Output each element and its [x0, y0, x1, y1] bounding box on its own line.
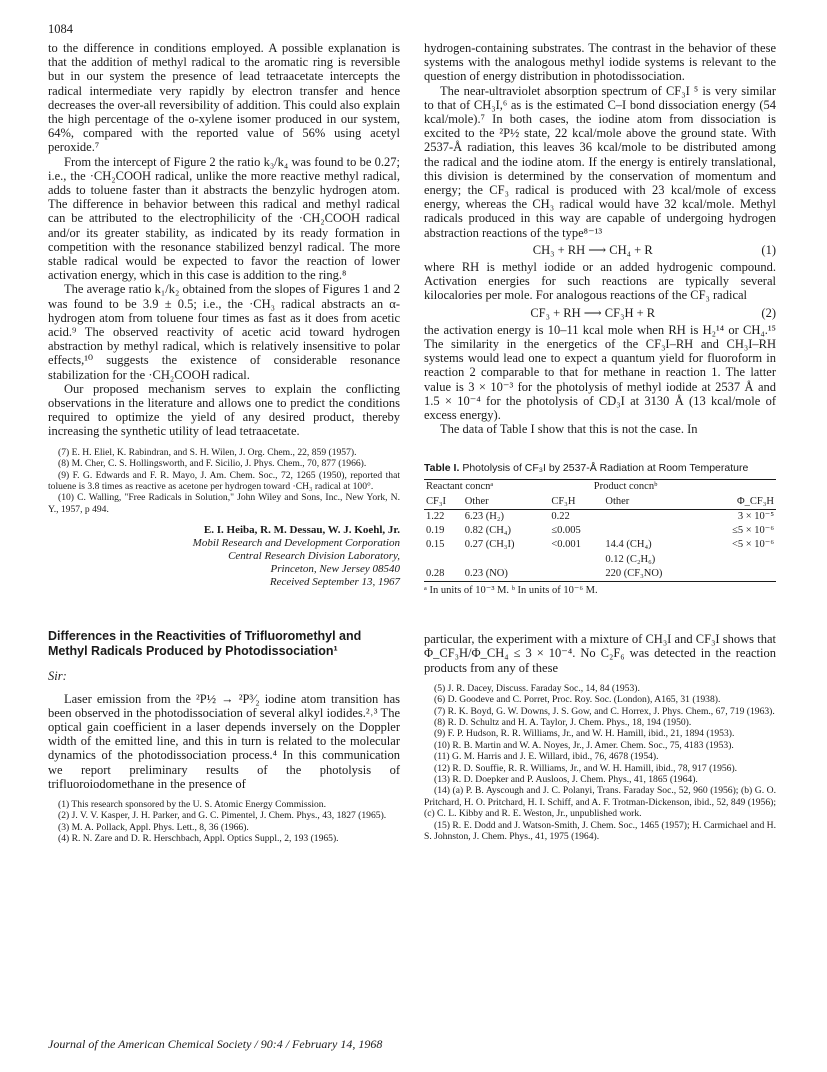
table-cell	[603, 509, 701, 524]
table-row	[424, 524, 776, 538]
table-cell: 1.22	[426, 510, 445, 522]
table-header: CF₃H	[551, 495, 576, 507]
table-caption	[424, 462, 776, 475]
body-paragraph: particular, the experiment with a mixture of CH₃I and CF₃I shows that Φ_CF₃H/Φ_CH₄ ≤ 3 × 10⁻⁴. No C₂F₆ was detected in the reaction products from any of these	[424, 632, 776, 675]
table-header: CF₃I	[426, 495, 447, 507]
left-column	[48, 41, 400, 845]
table-cell	[549, 553, 603, 567]
footnote: (7) E. H. Eliel, K. Rabindran, and S. H. Wilen, J. Org. Chem., 22, 859 (1957).	[58, 446, 357, 458]
table-cell: 0.19	[426, 525, 445, 537]
footnote: (9) F. P. Hudson, R. R. Williams, Jr., and W. H. Hamill, ibid., 21, 1894 (1953).	[434, 728, 735, 740]
table-header: Other	[605, 495, 630, 507]
footnote: (13) R. D. Doepker and P. Ausloos, J. Chem. Phys., 41, 1865 (1964).	[434, 773, 698, 785]
table-notes: ᵃ In units of 10⁻³ M. ᵇ In units of 10⁻⁶ M.	[424, 584, 598, 596]
footnote: (9) F. G. Edwards and F. R. Mayo, J. Am. Chem. Soc., 72, 1265 (1950), reported that toluene is 3.8 times as reactive as acetone per hydrogen toward ·CH₃ radical at 100°.	[48, 469, 400, 492]
equation-1	[424, 240, 776, 260]
table-cell: 0.12 (C₂H₆)	[605, 553, 656, 565]
table-cell: ≤5 × 10⁻⁶	[732, 525, 774, 537]
affiliation-line: Princeton, New Jersey 08540	[270, 563, 400, 576]
footnote: (1) This research sponsored by the U. S. Atomic Energy Commission.	[58, 798, 326, 810]
footnotes-block	[48, 799, 400, 845]
table-cell: 3 × 10⁻⁵	[737, 510, 774, 522]
table-cell	[603, 524, 701, 538]
received-date: Received September 13, 1967	[269, 576, 400, 589]
salutation: Sir:	[48, 669, 67, 684]
table-cell	[702, 553, 776, 567]
body-paragraph: Laser emission from the ²P½ → ²P³⁄₂ iodine atom transition has been observed in the photodissociation of several alkyl iodides.²˒³ The optical gain coefficient in a laser depends inversely on the Doppler width of the emitted line, and this in turn is related to the molecular dynamics of the photodissociation process.⁴ In this communication we report preliminary results of the photolysis of trifluoroiodomethane in the presence of	[48, 691, 400, 791]
table-cell: 0.22	[551, 510, 570, 522]
table-cell: <5 × 10⁻⁶	[731, 539, 774, 551]
table-row	[424, 567, 776, 582]
affiliation-line: Mobil Research and Development Corporation	[192, 537, 400, 550]
table-cell: 0.28	[426, 567, 445, 579]
equation-formula: CF₃ + RH ⟶ CF₃H + R	[530, 305, 656, 320]
table-group-header: Reactant concnᵃ	[426, 481, 494, 493]
footnote: (2) J. V. V. Kasper, J. H. Parker, and G. C. Pimentel, J. Chem. Phys., 43, 1827 (1965).	[58, 810, 387, 822]
right-column	[424, 41, 776, 842]
table-cell	[463, 553, 550, 567]
body-paragraph: where RH is methyl iodide or an added hydrogenic compound. Activation energies for such reactions are typically several kilocalories per mole. For analogous reactions of the CF₃ radical	[424, 260, 776, 303]
table-cell: 0.82 (CH₄)	[464, 525, 511, 537]
table-cell: 14.4 (CH₄)	[605, 539, 652, 551]
table-row	[424, 509, 776, 524]
table-cell: 0.27 (CH₃I)	[464, 539, 515, 551]
page-number: 1084	[48, 22, 73, 36]
table-cell: 0.23 (NO)	[464, 567, 508, 579]
table-row	[424, 553, 776, 567]
equation-number: (2)	[761, 305, 776, 320]
body-paragraph: hydrogen-containing substrates. The contrast in the behavior of these systems with the analogous methyl iodide systems is relevant to the question of energy distribution in photodissociation.	[424, 41, 776, 84]
equation-formula: CH₃ + RH ⟶ CH₄ + R	[532, 242, 653, 257]
table-header: Φ_CF₃H	[736, 495, 774, 507]
footnotes-block	[424, 683, 776, 843]
table-cell: ≤0.005	[551, 525, 581, 537]
body-paragraph: The data of Table I show that this is not the case. In	[440, 422, 698, 437]
table-cell	[424, 553, 463, 567]
table-label: Table I.	[424, 462, 460, 475]
body-paragraph: The near-ultraviolet absorption spectrum of CF₃I ⁵ is very similar to that of CH₃I,⁶ as is the estimated C–I bond dissociation energy (54 kcal/mole).⁷ In both cases, the iodine atom from dissociation is excited to the ²P½ state, 22 kcal/mole above the ground state. With 2537-Å radiation, this leaves 36 kcal/mole to be distributed among the radical and the iodine atom. If the energy is entirely translational, this division is determined by the conservation of momentum and energy; the CF₃ radical is produced with 23 kcal/mole of excess energy, whereas the CH₃ radical would have 32 kcal/mole. Methyl radicals produced in this way are capable of undergoing hydrogen abstraction reactions of the type⁸⁻¹³	[424, 83, 776, 240]
body-paragraph: the activation energy is 10–11 kcal mole when RH is H₂¹⁴ or CH₄.¹⁵ The similarity in the energetics of the CF₃I–RH and CH₃I–RH systems would lead one to expect a quantum yield for fluoroform in reaction 2 comparable to that for methane in reaction 1. The latter value is 3 × 10⁻³ for the photolysis of methyl iodide at 2537 Å and 1.5 × 10⁻⁴ for the photolysis of CD₃I at 3130 Å (13 kcal/mole of excess energy).	[424, 322, 776, 423]
body-paragraph: The average ratio k₁/k₂ obtained from the slopes of Figures 1 and 2 was found to be 3.9 ± 0.5; i.e., the ·CH₃ radical abstracts an α-hydrogen atom from toluene four times as fast as it does from acetic acid.⁹ The observed reactivity of acetic acid toward hydrogen abstraction by methyl radical, which is relatively insensitive to polar effects,¹⁰ suggests the existence of considerable resonance stabilization for the ·CH₂COOH radical.	[48, 282, 400, 382]
table-header: Other	[464, 495, 489, 507]
table-cell: 0.15	[426, 539, 445, 551]
footnote: (12) R. D. Souffie, R. R. Williams, Jr., and W. H. Hamill, ibid., 78, 917 (1956).	[434, 762, 738, 774]
data-table	[424, 479, 776, 581]
body-paragraph: From the intercept of Figure 2 the ratio k₃/k₄ was found to be 0.27; i.e., the ·CH₂COOH radical, unlike the more reactive methyl radical, adds to toluene faster than it abstracts the benzylic hydrogen atom. The difference in behavior between this radical and methyl radical can be attributed to the electrophilicity of the ·CH₂COOH radical and/or its greater stability, as indicated by its ready formation in competition with the resonance stabilized benzyl radical. The more stable radical would be expected to favor the reaction of lower activation energy, which in this case is addition to the ring.⁸	[48, 154, 400, 283]
footnote: (4) R. N. Zare and D. R. Herschbach, Appl. Optics Suppl., 2, 193 (1965).	[58, 833, 339, 845]
table-row	[424, 538, 776, 552]
footnote: (5) J. R. Dacey, Discuss. Faraday Soc., 14, 84 (1953).	[434, 682, 640, 694]
equation-number: (1)	[761, 242, 776, 257]
table-cell: 220 (CF₃NO)	[605, 567, 663, 579]
footnote: (8) M. Cher, C. S. Hollingsworth, and F. Sicilio, J. Phys. Chem., 70, 877 (1966).	[58, 458, 367, 470]
footnote: (10) C. Walling, "Free Radicals in Solution," John Wiley and Sons, Inc., New York, N. Y., 1957, p 494.	[48, 492, 400, 515]
table-cell: 6.23 (H₂)	[464, 510, 504, 522]
equation-2	[424, 303, 776, 323]
table-cell	[549, 567, 603, 582]
table-caption-text: Photolysis of CF₃I by 2537-Å Radiation at Room Temperature	[462, 462, 749, 475]
journal-footer: Journal of the American Chemical Society / 90:4 / February 14, 1968	[48, 1037, 383, 1051]
article-title: Differences in the Reactivities of Trifluoromethyl and Methyl Radicals Produced by Photodissociation¹	[48, 629, 362, 659]
author-list: E. I. Heiba, R. M. Dessau, W. J. Koehl, Jr.	[203, 524, 400, 537]
table-group-header: Product concnᵇ	[593, 481, 658, 493]
table-cell: <0.001	[551, 539, 581, 551]
body-paragraph: to the difference in conditions employed. A possible explanation is that the addition of methyl radical to the aromatic ring is reversible but in our system the presence of lead tetraacetate intercepts the radical intermediate very rapidly by electron transfer and hence decreases the over-all reversibility of addition. This could also explain the high percentage of the o-xylene isomer produced in our system, 64%, compared with the reported value of 56% using acetyl peroxide.⁷	[48, 41, 400, 155]
footnote: (3) M. A. Pollack, Appl. Phys. Lett., 8, 36 (1966).	[58, 821, 249, 833]
footnote: (6) D. Goodeve and C. Porret, Proc. Roy. Soc. (London), A165, 31 (1938).	[434, 694, 721, 706]
footnote: (8) R. D. Schultz and H. A. Taylor, J. Chem. Phys., 18, 194 (1950).	[434, 716, 692, 728]
footnote: (10) R. B. Martin and W. A. Noyes, Jr., J. Amer. Chem. Soc., 75, 4183 (1953).	[434, 739, 734, 751]
body-paragraph: Our proposed mechanism serves to explain the conflicting observations in the literature and allows one to predict the conditions required to optimize the yield of any desired product, thereby increasing the synthetic utility of lead tetraacetate.	[48, 381, 400, 439]
footnotes-block	[48, 447, 400, 515]
footnote: (14) (a) P. B. Ayscough and J. C. Polanyi, Trans. Faraday Soc., 52, 960 (1956); (b) G. O. Pritchard, H. O. Pritchard, H. I. Schiff, and A. F. Trotman-Dickenson, ibid., 52, 849 (1956); (c) C. L. Kibby and R. E. Weston, Jr., unpublished work.	[424, 785, 776, 820]
affiliation-line: Central Research Division Laboratory,	[228, 550, 400, 563]
table-cell	[702, 567, 776, 582]
footnote: (15) R. E. Dodd and J. Watson-Smith, J. Chem. Soc., 1465 (1957); H. Carmichael and H. S. Johnston, J. Chem. Phys., 41, 1975 (1964).	[424, 819, 776, 842]
footnote: (7) R. K. Boyd, G. W. Downs, J. S. Gow, and C. Horrex, J. Phys. Chem., 67, 719 (1963).	[434, 705, 775, 717]
footnote: (11) G. M. Harris and J. E. Willard, ibid., 76, 4678 (1954).	[434, 751, 659, 763]
